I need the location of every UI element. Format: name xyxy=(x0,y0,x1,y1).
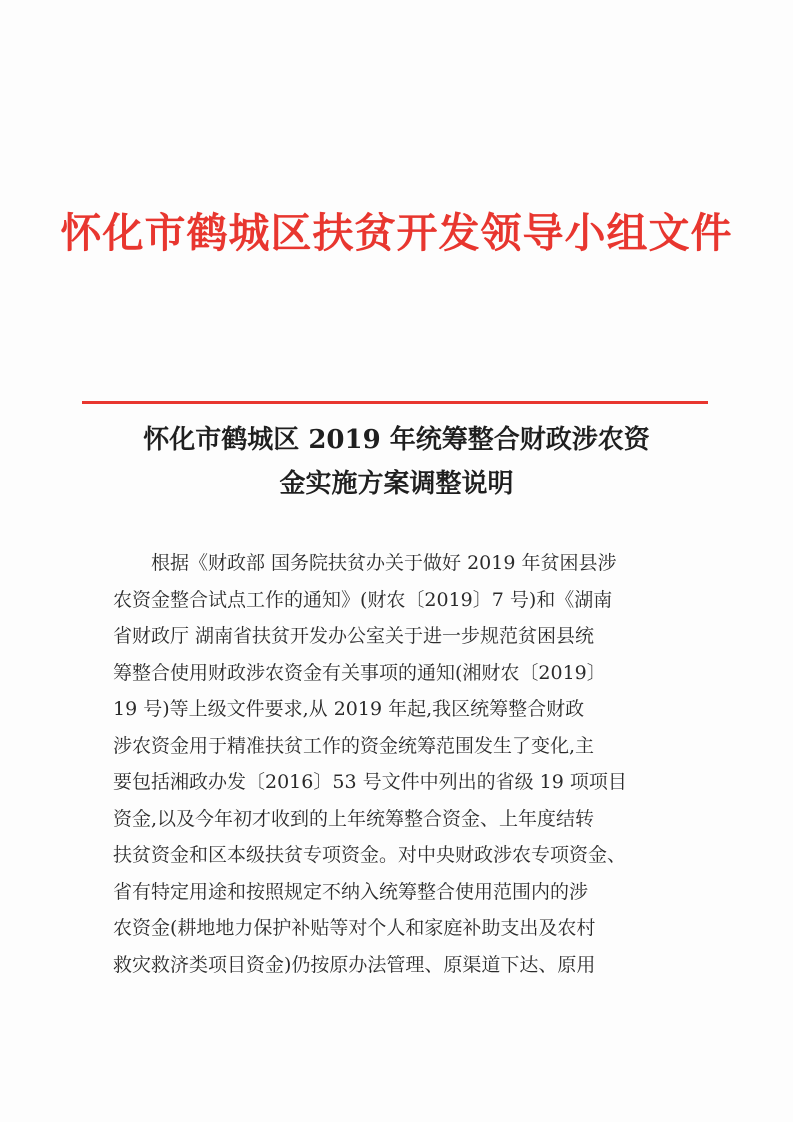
body-line: 省有特定用途和按照规定不纳入统筹整合使用范围内的涉 xyxy=(113,880,589,903)
body-line: 农资金(耕地地力保护补贴等对个人和家庭补助支出及农村 xyxy=(113,917,596,939)
body-line: 资金,以及今年初才收到的上年统筹整合资金、上年度结转 xyxy=(113,807,595,830)
document-body xyxy=(113,545,678,983)
body-line: 省财政厅 湖南省扶贫开发办公室关于进一步规范贫困县统 xyxy=(113,625,595,647)
document-title xyxy=(80,418,713,506)
body-line: 农资金整合试点工作的通知》(财农〔2019〕7 号)和《湖南 xyxy=(113,588,613,611)
body-line: 要包括湘政办发〔2016〕53 号文件中列出的省级 19 项项目 xyxy=(113,771,627,793)
body-line: 扶贫资金和区本级扶贫专项资金。对中央财政涉农专项资金、 xyxy=(113,844,627,866)
red-divider-line xyxy=(82,401,708,404)
body-line: 筹整合使用财政涉农资金有关事项的通知(湘财农〔2019〕 xyxy=(113,661,606,684)
document-title-line: 怀化市鹤城区 2019 年统筹整合财政涉农资 xyxy=(143,425,650,455)
body-line: 救灾救济类项目资金)仍按原办法管理、原渠道下达、原用 xyxy=(113,953,596,976)
body-line: 根据《财政部 国务院扶贫办关于做好 2019 年贫困县涉 xyxy=(151,552,617,574)
body-line: 涉农资金用于精准扶贫工作的资金统筹范围发生了变化,主 xyxy=(113,734,595,757)
body-line: 19 号)等上级文件要求,从 2019 年起,我区统筹整合财政 xyxy=(113,698,585,720)
document-title-line: 金实施方案调整说明 xyxy=(279,469,514,499)
issuer-header-title: 怀化市鹤城区扶贫开发领导小组文件 xyxy=(60,209,733,257)
